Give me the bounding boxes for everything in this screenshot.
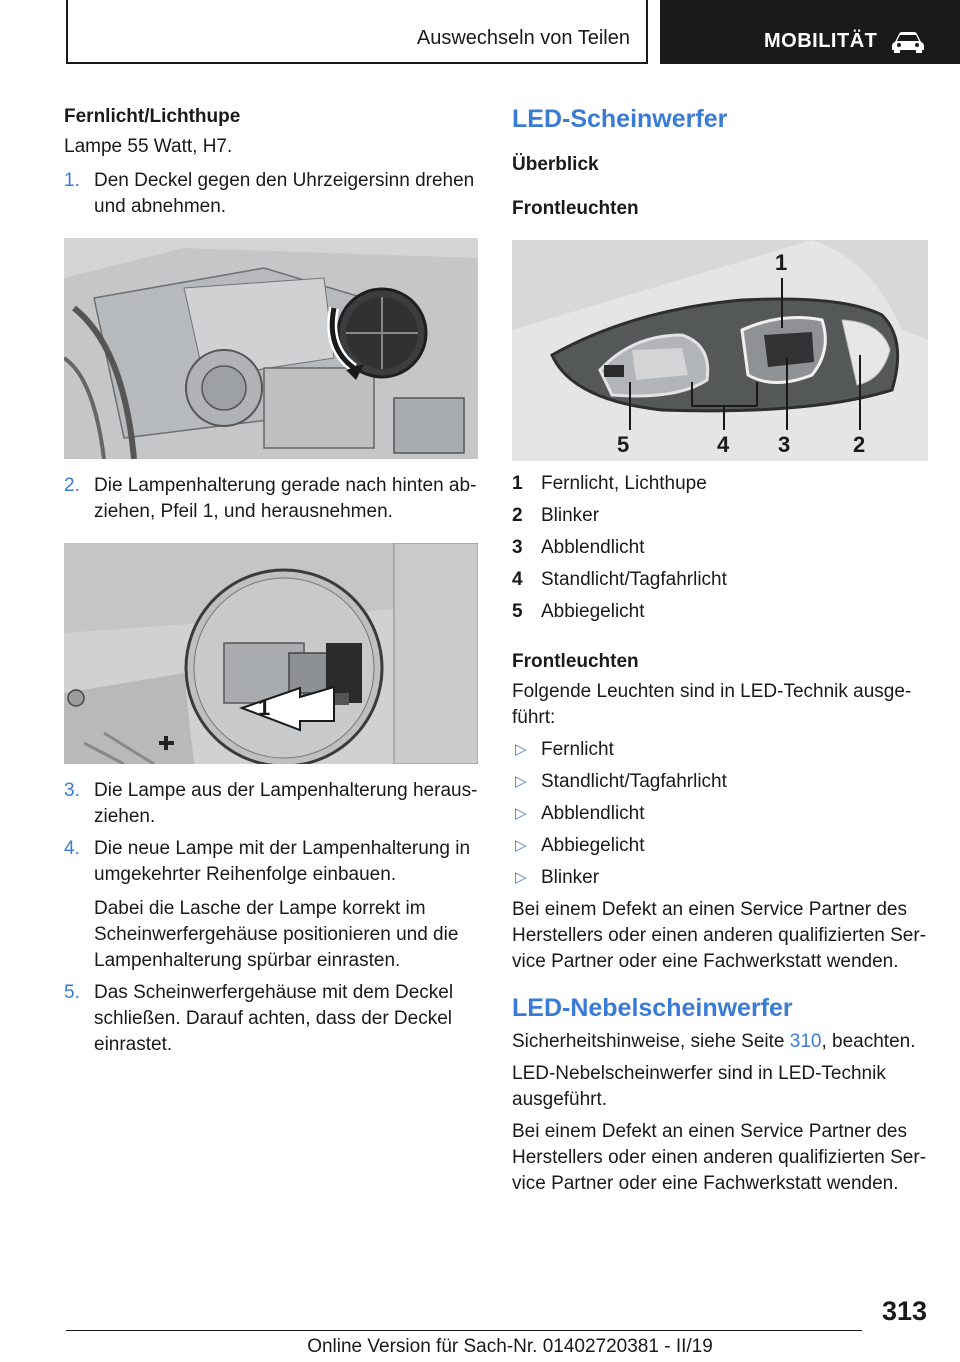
legend-text: Abbiegelicht	[541, 601, 645, 622]
intro-text: Lampe 55 Watt, H7.	[64, 136, 233, 157]
figure-lamp-holder-drawing	[64, 543, 478, 764]
left-column	[64, 104, 478, 1058]
list-item-text: Abbiegelicht	[541, 835, 645, 856]
legend-item	[512, 599, 928, 631]
step-note: Dabei die Lasche der Lampe korrekt im Scheinwerfergehäuse positionieren und die Lampenhalterung spürbar einrasten.	[94, 898, 459, 971]
step-text: Die Lampenhalterung gerade nach hinten abziehen, Pfeil 1, und herausnehmen.	[94, 475, 477, 522]
safety-note	[512, 1029, 928, 1055]
step-text: Die Lampe aus der Lampenhalterung herausziehen.	[94, 780, 478, 827]
fog-description: LED-Nebelscheinwerfer sind in LED-Technik ausgeführt.	[512, 1063, 886, 1110]
legend-list	[512, 471, 928, 631]
list-item	[512, 865, 928, 897]
right-column	[512, 104, 928, 1197]
heading-led-scheinwerfer: LED-Scheinwerfer	[512, 105, 728, 133]
step-text: Den Deckel gegen den Uhrzeigersinn drehen und abnehmen.	[94, 170, 475, 217]
list-item-text: Fernlicht	[541, 739, 614, 760]
header-chapter-label: MOBILITÄT	[764, 30, 878, 52]
figure-lamp-cover	[64, 238, 478, 459]
legend-text: Abblendlicht	[541, 537, 645, 558]
list-item-text: Abblendlicht	[541, 803, 645, 824]
figure-lamp-holder	[64, 543, 478, 764]
triangle-bullet-icon: ▷	[515, 869, 527, 886]
header-chapter-tab	[660, 0, 960, 64]
step-number: 3.	[64, 780, 80, 801]
legend-item	[512, 471, 928, 503]
subhead-frontleuchten: Frontleuchten	[512, 198, 639, 219]
step-3	[64, 778, 478, 830]
list-item	[512, 833, 928, 865]
figure-arrow-label: 1	[258, 695, 271, 720]
legend-text: Standlicht/Tagfahrlicht	[541, 569, 727, 590]
front-description: Folgende Leuchten sind in LED-Technik ausgeführt:	[512, 681, 912, 728]
step-2	[64, 473, 478, 525]
list-item	[512, 769, 928, 801]
figure-label-1: 1	[775, 250, 788, 275]
figure-label-3: 3	[778, 432, 791, 457]
step-number: 2.	[64, 475, 80, 496]
legend-key: 5	[512, 601, 523, 622]
step-text: Die neue Lampe mit der Lampenhalterung in umgekehrter Reihenfolge einbauen.	[94, 838, 471, 885]
legend-key: 4	[512, 569, 523, 590]
subhead-frontleuchten-2: Frontleuchten	[512, 651, 639, 672]
step-4	[64, 836, 478, 974]
page-reference-link[interactable]: 310	[789, 1031, 822, 1052]
legend-item	[512, 535, 928, 567]
legend-key: 1	[512, 473, 523, 494]
figure-label-4: 4	[717, 432, 730, 457]
step-number: 1.	[64, 170, 80, 191]
footer-text	[0, 1336, 960, 1358]
legend-item	[512, 567, 928, 599]
heading-led-nebelscheinwerfer: LED-Nebelscheinwerfer	[512, 994, 793, 1022]
figure-headlight-drawing	[512, 240, 928, 461]
legend-text: Fernlicht, Lichthupe	[541, 473, 707, 494]
step-1	[64, 168, 478, 220]
step-number: 5.	[64, 982, 80, 1003]
triangle-bullet-icon: ▷	[515, 805, 527, 822]
step-number: 4.	[64, 838, 80, 859]
header-section-title: Auswechseln von Teilen	[416, 27, 630, 49]
list-item	[512, 801, 928, 833]
legend-text: Blinker	[541, 505, 600, 526]
triangle-bullet-icon: ▷	[515, 741, 527, 758]
legend-item	[512, 503, 928, 535]
safety-note-text: Sicherheitshinweise, siehe Seite	[512, 1031, 790, 1052]
triangle-bullet-icon: ▷	[515, 773, 527, 790]
subhead-ueberblick: Überblick	[512, 154, 599, 175]
safety-note-suffix: , beachten.	[821, 1031, 916, 1052]
subhead-fernlicht: Fernlicht/Lichthupe	[64, 106, 241, 127]
legend-key: 3	[512, 537, 523, 558]
list-item-text: Standlicht/Tagfahrlicht	[541, 771, 727, 792]
footer-divider	[66, 1330, 862, 1331]
bullet-list	[512, 737, 928, 897]
list-item-text: Blinker	[541, 867, 600, 888]
figure-label-5: 5	[617, 432, 630, 457]
list-item	[512, 737, 928, 769]
footer-version: Online Version für Sach-Nr. 01402720381 - II/19	[307, 1336, 713, 1357]
page-number: 313	[881, 1296, 927, 1326]
figure-label-2: 2	[853, 432, 866, 457]
car-icon	[890, 30, 926, 54]
step-text: Das Scheinwerfergehäuse mit dem Deckel schließen. Darauf achten, dass der Deckel einrastet.	[94, 982, 454, 1055]
defect-note-1: Bei einem Defekt an einen Service Partner des Herstellers oder einen anderen qualifizierten Service Partner oder eine Fachwerkstatt wenden.	[512, 899, 927, 972]
figure-headlight-overview	[512, 240, 928, 461]
legend-key: 2	[512, 505, 523, 526]
defect-note-2: Bei einem Defekt an einen Service Partner des Herstellers oder einen anderen qualifizierten Service Partner oder eine Fachwerkstatt wenden.	[512, 1121, 927, 1194]
triangle-bullet-icon: ▷	[515, 837, 527, 854]
figure-lamp-cover-drawing	[64, 238, 478, 459]
step-5	[64, 980, 478, 1058]
header-section-box	[66, 0, 648, 64]
